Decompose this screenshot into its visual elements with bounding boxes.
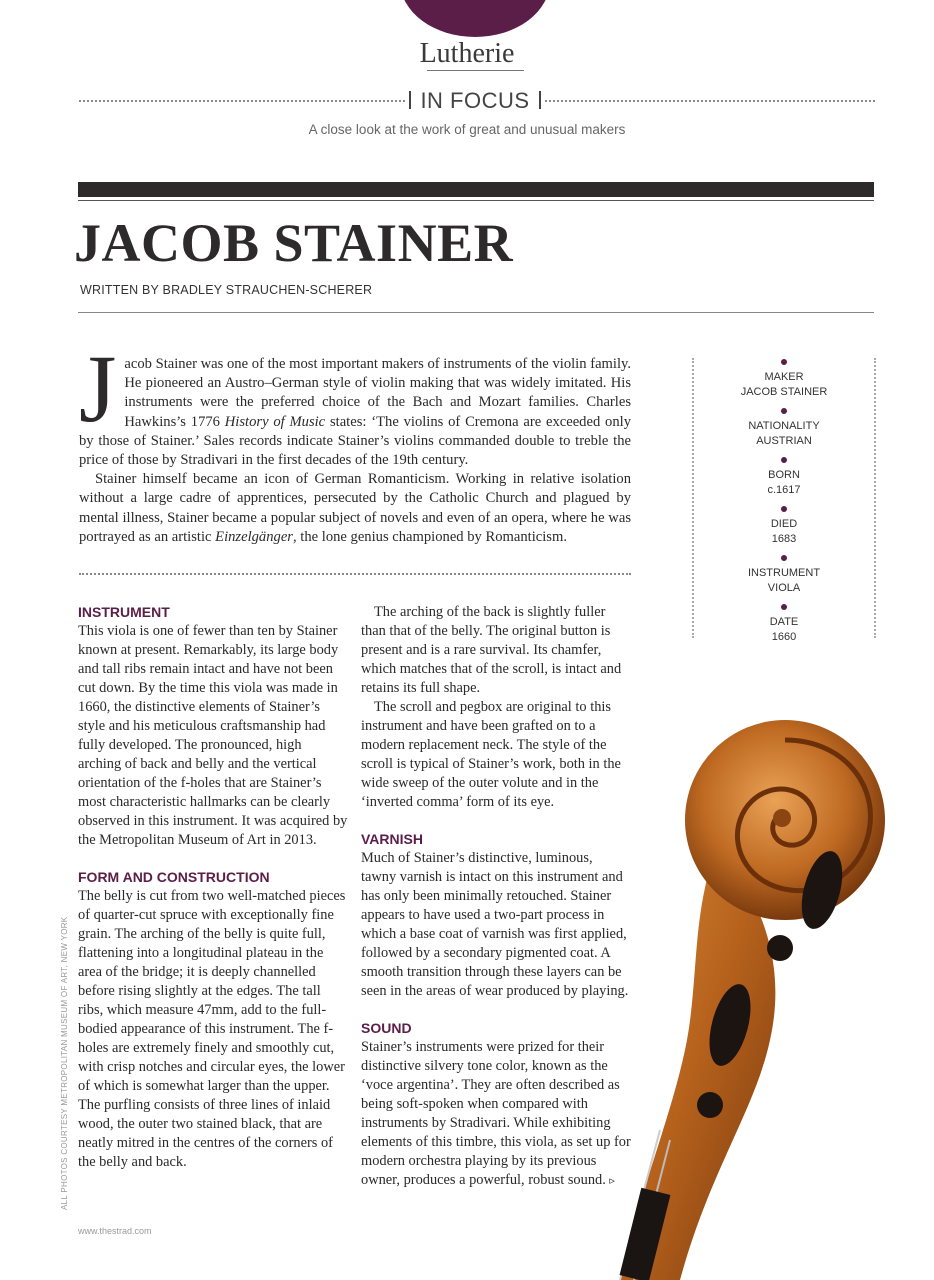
photo-credit: ALL PHOTOS COURTESY METROPOLITAN MUSEUM OF ART, NEW YORK	[60, 916, 69, 1210]
fact-born	[694, 456, 874, 505]
bullet-dot-icon	[781, 506, 787, 512]
focus-dotted-rule-left	[79, 100, 405, 102]
bullet-dot-icon	[781, 555, 787, 561]
focus-bracket-right	[539, 91, 541, 109]
intro-p1-start: acob Stainer was one of the most important makers of instruments of the violin family. He pioneered an Austro–German style of violin making that was widely imitated. His instruments were the preferred choice of the Bach and Mozart families. Charles Hawkins’s 1776	[124, 356, 631, 430]
column-right	[361, 603, 631, 1191]
fact-died	[694, 505, 874, 554]
article-title: JACOB STAINER	[74, 213, 514, 273]
fact-label: DATE	[769, 616, 799, 628]
focus-title: IN FOCUS	[420, 88, 530, 113]
fact-label: INSTRUMENT	[747, 567, 821, 579]
section-underline	[427, 70, 524, 71]
intro-dotted-rule	[79, 573, 631, 575]
intro-paragraph-2	[79, 470, 631, 547]
scroll-text: The scroll and pegbox are original to this instrument and have been grafted on to a modern replacement neck. The style of the scroll is typical of Stainer’s work, both in the wide sweep of the outer volute and in the ‘inverted comma’ form of its eye.	[361, 699, 621, 810]
intro-p2-start: Stainer himself became an icon of German Romanticism. Working in relative isolation without a large cadre of apprentices, persecuted by the Catholic Church and plagued by mental illness, Stainer became a popular subject of novels and even of an opera, where he was portrayed as an artistic	[79, 471, 631, 545]
website-link[interactable]: www.thestrad.com	[78, 1226, 152, 1236]
fact-maker	[694, 358, 874, 407]
fact-nationality	[694, 407, 874, 456]
fact-value: c.1617	[767, 484, 801, 496]
fact-value: AUSTRIAN	[756, 435, 812, 447]
scroll-eye	[773, 809, 791, 827]
instrument-heading: INSTRUMENT	[78, 604, 170, 620]
fact-date	[694, 603, 874, 652]
focus-bracket-left	[409, 91, 411, 109]
form-text: The belly is cut from two well-matched pieces of quarter-cut spruce with exceptionally fine grain. The arching of the belly is quite full, flattening into a longitudinal plateau in the area of the bridge; it is deeply channelled before rising slightly at the edges. The tall ribs, which measure 47mm, add to the full-bodied appearance of this instrument. The f-holes are extremely finely and smoothly cut, with crisp notches and circular eyes, the lower of which is somewhat larger than the upper. The purfling consists of three lines of inlaid wood, the outer two stained black, that are neatly mitred in the centres of the corners of the belly and back.	[78, 888, 346, 1170]
facts-panel	[692, 358, 876, 643]
title-bar	[78, 182, 874, 197]
sound-heading: SOUND	[361, 1020, 412, 1036]
intro-p1-italic: History of Music	[224, 413, 326, 430]
peg-hole	[767, 935, 793, 961]
fact-value: VIOLA	[767, 582, 801, 594]
form-heading: FORM AND CONSTRUCTION	[78, 869, 270, 885]
fact-value: JACOB STAINER	[740, 386, 828, 398]
drop-cap: J	[79, 335, 117, 442]
column-left	[78, 603, 348, 1172]
fact-value: 1660	[771, 631, 797, 643]
section-name: Lutherie	[419, 38, 515, 69]
viola-scroll-image	[600, 720, 934, 1280]
section-emblem	[400, 0, 550, 37]
fact-label: BORN	[768, 469, 800, 481]
instrument-text: This viola is one of fewer than ten by Stainer known at present. Remarkably, its large body and tall ribs remain intact and have not been cut down. By the time this viola was made in 1660, the distinctive elements of Stainer’s style and his meticulous craftsmanship had fully developed. The pronounced, high arching of back and belly and the vertical orientation of the f-holes that are Stainer’s most characteristic hallmarks can be clearly observed in this instrument. It was acquired by the Metropolitan Museum of Art in 2013.	[78, 623, 348, 848]
fact-value: 1683	[771, 533, 797, 545]
title-rule	[78, 200, 874, 201]
fact-label: DIED	[770, 518, 798, 530]
end-mark: ▹	[609, 1175, 615, 1187]
bullet-dot-icon	[781, 408, 787, 414]
varnish-text: Much of Stainer’s distinctive, luminous, tawny varnish is intact on this instrument and has only been minimally retouched. Stainer appears to have used a two-part process in which a base coat of varnish was first applied, followed by a secondary pigmented coat. A smooth transition through these layers can be seen in the areas of wear produced by playing.	[361, 850, 629, 999]
focus-dotted-rule-right	[545, 100, 875, 102]
sound-paragraph	[361, 1038, 631, 1191]
peg-hole	[697, 1092, 723, 1118]
intro-p1-end: states: ‘The violins of Cremona are exceeded only by those of Stainer.’ Sales records indicate Stainer’s violins commanded double to treble the price of those by Stradivari in the first decades of the 19th century.	[79, 413, 631, 469]
intro-text	[79, 335, 631, 547]
fact-label: NATIONALITY	[748, 420, 820, 432]
sound-text: Stainer’s instruments were prized for their distinctive silvery tone color, known as the ‘voce argentina’. They are often described as being soft-spoken when compared with instruments by Stradivari. While exhibiting elements of this timbre, this viola, as set up for modern orchestra playing by its previous owner, produces a powerful, robust sound.	[361, 1039, 631, 1188]
byline: WRITTEN BY BRADLEY STRAUCHEN-SCHERER	[80, 283, 373, 297]
bullet-dot-icon	[781, 604, 787, 610]
intro-p2-end: , the lone genius championed by Romanticism.	[292, 528, 567, 545]
varnish-heading: VARNISH	[361, 831, 423, 847]
fact-label: MAKER	[764, 371, 804, 383]
bullet-dot-icon	[781, 359, 787, 365]
fact-instrument	[694, 554, 874, 603]
bullet-dot-icon	[781, 457, 787, 463]
focus-subtitle: A close look at the work of great and unusual makers	[308, 122, 626, 137]
byline-rule	[78, 312, 874, 313]
intro-paragraph-1	[79, 335, 631, 470]
back-arching-text: The arching of the back is slightly fuller than that of the belly. The original button is present and is a rare survival. Its chamfer, which matches that of the scroll, is intact and retains its full shape.	[361, 604, 622, 696]
intro-p2-italic: Einzelgänger	[215, 528, 293, 545]
